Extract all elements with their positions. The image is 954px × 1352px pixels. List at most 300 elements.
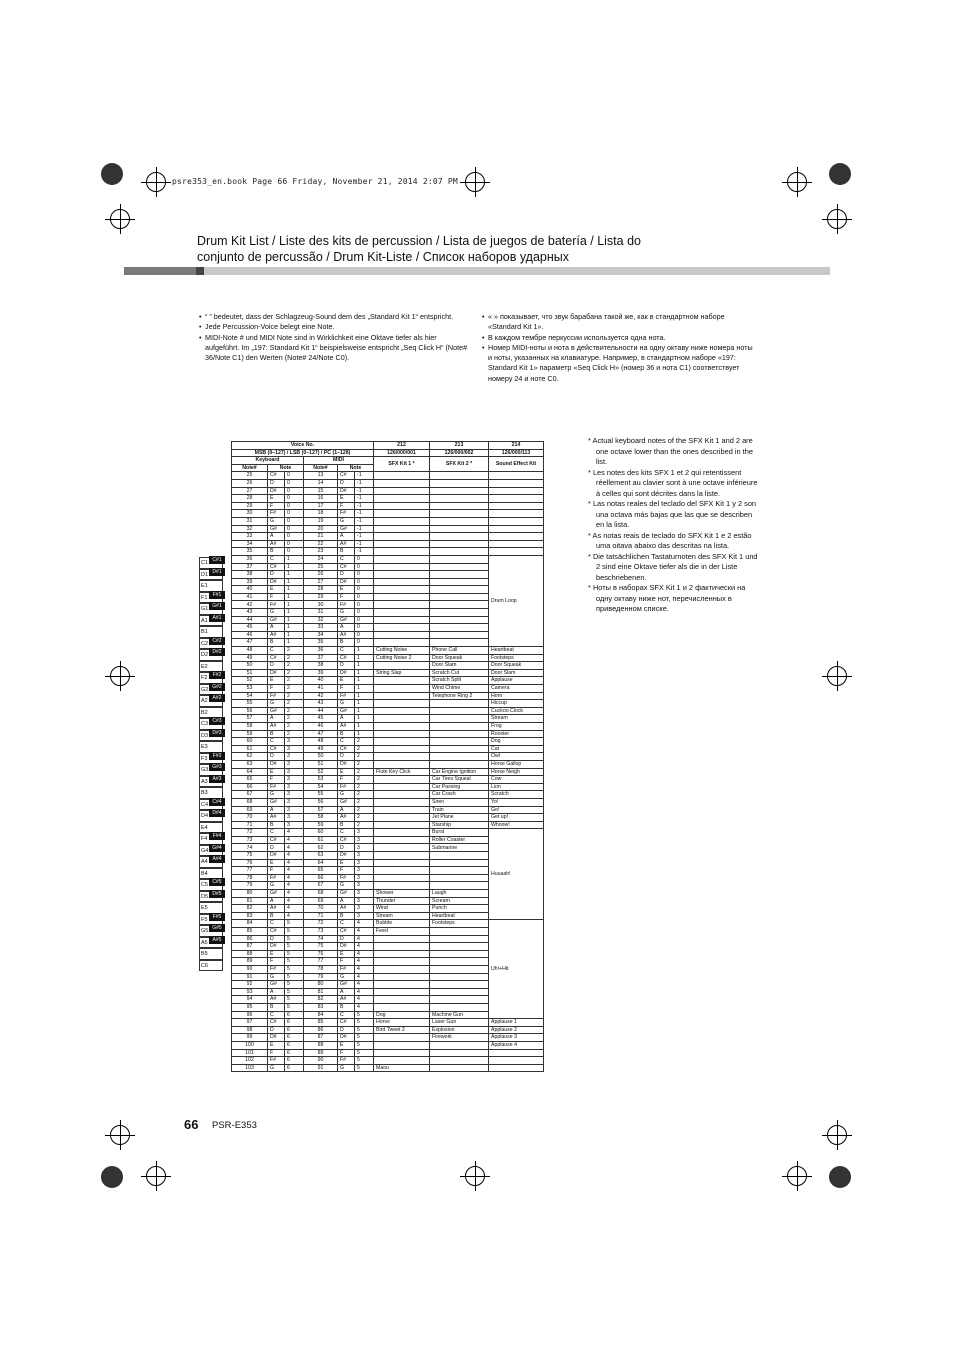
white-key-label: C6 <box>199 960 223 972</box>
table-cell: G <box>338 791 355 799</box>
table-cell: 78 <box>232 874 268 882</box>
crosshair-icon <box>146 172 166 192</box>
table-cell <box>430 609 489 617</box>
table-row <box>232 768 544 776</box>
table-cell <box>374 631 430 639</box>
table-cell <box>374 745 430 753</box>
table-cell: 32 <box>232 525 268 533</box>
table-cell: 76 <box>232 859 268 867</box>
table-cell: 52 <box>232 677 268 685</box>
table-cell: 4 <box>285 905 304 913</box>
table-cell: 0 <box>285 502 304 510</box>
table-cell: 2 <box>285 669 304 677</box>
table-cell <box>430 730 489 738</box>
table-cell: Wind <box>374 905 430 913</box>
table-cell: 1 <box>355 662 374 670</box>
table-cell: Cat <box>489 745 544 753</box>
table-cell: C <box>338 738 355 746</box>
table-cell: 0 <box>285 525 304 533</box>
white-key-label: F4 <box>199 833 223 845</box>
table-cell: 35 <box>304 639 338 647</box>
table-cell: 2 <box>285 730 304 738</box>
table-cell: 16 <box>304 495 338 503</box>
table-cell: 6 <box>285 1041 304 1049</box>
table-cell: A# <box>268 905 285 913</box>
table-cell: Scratch Cut <box>430 669 489 677</box>
table-cell: C# <box>338 928 355 936</box>
table-cell <box>374 867 430 875</box>
table-cell: A <box>338 806 355 814</box>
table-cell: 73 <box>232 836 268 844</box>
table-cell: 87 <box>304 1034 338 1042</box>
table-cell <box>374 624 430 632</box>
table-cell <box>430 707 489 715</box>
table-cell: Thunder <box>374 897 430 905</box>
table-cell <box>430 700 489 708</box>
table-cell: E <box>338 859 355 867</box>
table-cell: Car Crash <box>430 791 489 799</box>
table-cell: -1 <box>355 502 374 510</box>
white-key-label: D1 <box>199 569 223 581</box>
white-key-label: A5 <box>199 937 223 949</box>
table-cell: Horse Neigh <box>489 768 544 776</box>
black-key-label: D#1 <box>209 568 225 576</box>
crosshair-icon <box>465 172 485 192</box>
table-cell: 42 <box>304 692 338 700</box>
table-cell: 66 <box>304 874 338 882</box>
table-cell <box>374 601 430 609</box>
drum-kit-table <box>231 441 544 1072</box>
table-cell <box>374 935 430 943</box>
table-cell: D# <box>268 852 285 860</box>
table-cell: 1 <box>355 654 374 662</box>
table-cell <box>374 988 430 996</box>
table-row <box>232 472 544 480</box>
kit-number: 213 <box>430 442 489 450</box>
table-cell: 2 <box>355 791 374 799</box>
table-cell: 36 <box>232 555 268 563</box>
table-cell: Owl <box>489 753 544 761</box>
table-cell: Applause 4 <box>489 1041 544 1049</box>
footnote-item: * Les notes des kits SFX 1 et 2 qui retentissent réellement au clavier sont à une octave inférieure à celles qui sont décrites dans la liste. <box>588 467 758 498</box>
table-cell: F <box>268 867 285 875</box>
table-cell: 50 <box>304 753 338 761</box>
table-cell: A# <box>338 905 355 913</box>
table-row <box>232 821 544 829</box>
table-cell <box>430 472 489 480</box>
table-cell: 5 <box>285 958 304 966</box>
table-cell: 2 <box>355 783 374 791</box>
table-cell: 44 <box>232 616 268 624</box>
midi-header: MIDI <box>304 457 374 465</box>
table-cell: E <box>338 768 355 776</box>
table-cell: F# <box>338 1057 355 1065</box>
table-cell: 100 <box>232 1041 268 1049</box>
keyboard-key <box>199 891 227 903</box>
table-cell <box>374 1057 430 1065</box>
table-cell: F <box>268 1049 285 1057</box>
table-cell: G# <box>268 981 285 989</box>
table-cell: C# <box>268 836 285 844</box>
table-cell: 0 <box>285 479 304 487</box>
table-cell: 0 <box>355 563 374 571</box>
table-cell: A# <box>268 540 285 548</box>
table-cell: D# <box>268 760 285 768</box>
table-cell: 60 <box>304 829 338 837</box>
table-cell: G# <box>338 890 355 898</box>
table-cell <box>374 965 430 973</box>
table-cell: Go! <box>489 806 544 814</box>
table-cell: Train <box>430 806 489 814</box>
table-cell: A# <box>338 814 355 822</box>
table-cell: 34 <box>304 631 338 639</box>
table-cell: Applause 2 <box>489 1026 544 1034</box>
table-cell: D <box>268 844 285 852</box>
table-cell: C# <box>338 745 355 753</box>
table-cell: 48 <box>304 738 338 746</box>
table-cell: Shower <box>374 890 430 898</box>
table-row <box>232 502 544 510</box>
table-cell <box>489 510 544 518</box>
table-row <box>232 677 544 685</box>
table-cell: 69 <box>304 897 338 905</box>
table-cell: 1 <box>285 578 304 586</box>
table-cell: 57 <box>304 806 338 814</box>
table-cell: Burst <box>430 829 489 837</box>
table-cell: A <box>338 988 355 996</box>
white-key-label: E4 <box>199 822 223 834</box>
title-rule-light <box>204 267 830 275</box>
table-cell: 67 <box>304 882 338 890</box>
table-cell: 34 <box>232 540 268 548</box>
table-cell: 74 <box>232 844 268 852</box>
white-key-label: A3 <box>199 776 223 788</box>
table-cell: 1 <box>285 571 304 579</box>
table-cell: 49 <box>232 654 268 662</box>
keyboard-key <box>199 960 227 972</box>
table-cell: F <box>268 502 285 510</box>
table-cell: C <box>268 647 285 655</box>
table-cell <box>489 1049 544 1057</box>
table-row <box>232 1049 544 1057</box>
black-key-label: A#2 <box>209 694 225 702</box>
table-cell: F <box>338 685 355 693</box>
table-cell: 4 <box>355 943 374 951</box>
table-cell: 45 <box>304 715 338 723</box>
table-cell: Applause 3 <box>489 1034 544 1042</box>
table-cell: 65 <box>304 867 338 875</box>
table-cell: 84 <box>232 920 268 928</box>
table-cell: D <box>338 571 355 579</box>
table-cell: F# <box>268 601 285 609</box>
table-cell: 72 <box>304 920 338 928</box>
table-cell: 51 <box>232 669 268 677</box>
table-cell: 2 <box>285 654 304 662</box>
table-cell <box>430 510 489 518</box>
table-cell: F <box>268 958 285 966</box>
table-cell: 4 <box>355 988 374 996</box>
table-cell: D <box>268 662 285 670</box>
table-cell: 65 <box>232 776 268 784</box>
table-cell: 3 <box>285 745 304 753</box>
table-cell: 3 <box>285 776 304 784</box>
table-cell <box>374 563 430 571</box>
table-cell: G <box>338 517 355 525</box>
table-cell: B <box>338 821 355 829</box>
table-cell: B <box>268 548 285 556</box>
table-cell: C# <box>338 1019 355 1027</box>
table-cell: 71 <box>304 912 338 920</box>
black-key-label: F#4 <box>209 832 225 840</box>
table-cell: Punch <box>430 905 489 913</box>
table-cell: Scream <box>430 897 489 905</box>
table-cell: B <box>268 912 285 920</box>
table-cell: 2 <box>355 745 374 753</box>
table-cell: A <box>268 897 285 905</box>
table-cell: C# <box>268 654 285 662</box>
table-cell <box>430 616 489 624</box>
notes-german <box>199 312 471 363</box>
table-cell: Car Engine Ignition <box>430 768 489 776</box>
table-cell: A <box>338 897 355 905</box>
table-cell: 58 <box>304 814 338 822</box>
table-cell <box>374 760 430 768</box>
table-cell: -1 <box>355 487 374 495</box>
table-cell: 6 <box>285 1011 304 1019</box>
table-cell: String Slap <box>374 669 430 677</box>
title-rule-mark <box>196 267 204 275</box>
table-cell: 4 <box>285 836 304 844</box>
table-cell <box>430 760 489 768</box>
table-row <box>232 525 544 533</box>
table-cell <box>489 1057 544 1065</box>
table-row <box>232 540 544 548</box>
table-cell <box>374 791 430 799</box>
table-cell: 48 <box>232 647 268 655</box>
black-key-label: A#3 <box>209 775 225 783</box>
table-cell: 6 <box>285 1034 304 1042</box>
table-cell: D <box>338 935 355 943</box>
table-cell: 46 <box>304 722 338 730</box>
white-key-label: F3 <box>199 753 223 765</box>
table-cell: 1 <box>355 715 374 723</box>
table-cell: 58 <box>232 722 268 730</box>
table-cell: 6 <box>285 1057 304 1065</box>
table-cell: F <box>268 685 285 693</box>
table-cell <box>374 730 430 738</box>
table-cell: Dog <box>489 738 544 746</box>
table-cell: 5 <box>355 1057 374 1065</box>
table-cell: G# <box>338 981 355 989</box>
table-cell: 69 <box>232 806 268 814</box>
table-cell <box>374 753 430 761</box>
registration-mark-icon <box>101 163 123 185</box>
table-cell: 2 <box>285 685 304 693</box>
table-cell: 63 <box>304 852 338 860</box>
crosshair-icon <box>827 1125 847 1145</box>
table-cell: 4 <box>355 965 374 973</box>
black-key-label: F#2 <box>209 671 225 679</box>
table-cell: 75 <box>232 852 268 860</box>
table-cell: 4 <box>285 844 304 852</box>
table-cell: Telephone Ring 2 <box>430 692 489 700</box>
table-cell <box>430 996 489 1004</box>
white-key-label: D3 <box>199 730 223 742</box>
table-cell: Applause <box>489 677 544 685</box>
table-cell: 4 <box>285 882 304 890</box>
table-cell: 101 <box>232 1049 268 1057</box>
table-cell: 75 <box>304 943 338 951</box>
table-cell: Wind Chime <box>430 685 489 693</box>
table-cell: G <box>338 1064 355 1072</box>
table-cell: 1 <box>285 624 304 632</box>
table-cell: 77 <box>304 958 338 966</box>
table-cell: Cutting Noise 2 <box>374 654 430 662</box>
table-cell <box>430 639 489 647</box>
white-key-label: B4 <box>199 868 223 880</box>
table-cell: Get up! <box>489 814 544 822</box>
table-row <box>232 692 544 700</box>
table-cell <box>489 479 544 487</box>
table-cell: 41 <box>232 593 268 601</box>
crosshair-icon <box>110 666 130 686</box>
table-cell <box>374 836 430 844</box>
table-cell: C# <box>338 836 355 844</box>
table-cell: 36 <box>304 647 338 655</box>
table-cell: 1 <box>355 700 374 708</box>
table-cell <box>374 738 430 746</box>
table-cell <box>374 715 430 723</box>
table-cell <box>430 1064 489 1072</box>
table-cell <box>430 533 489 541</box>
table-cell <box>374 798 430 806</box>
table-cell: 0 <box>355 586 374 594</box>
table-cell: C <box>268 738 285 746</box>
table-cell: G# <box>338 798 355 806</box>
table-cell: Siren <box>430 798 489 806</box>
black-key-label: G#4 <box>209 844 225 852</box>
table-cell <box>374 609 430 617</box>
table-cell: 0 <box>285 517 304 525</box>
keyboard-key <box>199 776 227 788</box>
table-cell: 5 <box>285 920 304 928</box>
kit-name: SFX Kit 2 * <box>430 457 489 472</box>
table-cell: 2 <box>355 806 374 814</box>
table-row <box>232 814 544 822</box>
table-cell: A <box>268 624 285 632</box>
table-cell: D <box>338 844 355 852</box>
table-cell: 25 <box>232 472 268 480</box>
table-cell: 4 <box>355 1003 374 1011</box>
model-name: PSR-E353 <box>212 1120 257 1131</box>
table-cell: E <box>268 859 285 867</box>
table-cell: 31 <box>304 609 338 617</box>
crosshair-icon <box>465 1166 485 1186</box>
table-cell: G <box>268 609 285 617</box>
table-cell: Car Tires Squeal <box>430 776 489 784</box>
col-note: Note <box>268 464 304 472</box>
white-key-label: B1 <box>199 626 223 638</box>
table-cell: 53 <box>304 776 338 784</box>
table-cell: F# <box>338 783 355 791</box>
table-cell <box>374 722 430 730</box>
table-cell: 3 <box>355 905 374 913</box>
table-row <box>232 776 544 784</box>
table-cell: 47 <box>304 730 338 738</box>
table-cell: 2 <box>285 715 304 723</box>
white-key-label: D5 <box>199 891 223 903</box>
table-cell <box>489 533 544 541</box>
table-cell <box>430 1057 489 1065</box>
table-cell: -1 <box>355 517 374 525</box>
table-row <box>232 685 544 693</box>
table-cell: E <box>268 1041 285 1049</box>
table-cell: D# <box>338 669 355 677</box>
table-cell <box>374 548 430 556</box>
voice-no-header: Voice No. <box>232 442 374 450</box>
table-cell <box>374 472 430 480</box>
table-cell: 3 <box>285 798 304 806</box>
table-row <box>232 715 544 723</box>
table-cell: 18 <box>304 510 338 518</box>
white-key-label: A2 <box>199 695 223 707</box>
table-cell: Door Slam <box>430 662 489 670</box>
table-cell: D <box>338 479 355 487</box>
table-cell: 21 <box>304 533 338 541</box>
table-cell: 0 <box>355 555 374 563</box>
table-cell: 59 <box>304 821 338 829</box>
black-key-label: F#5 <box>209 913 225 921</box>
table-cell: 28 <box>232 495 268 503</box>
table-cell: Dog <box>374 1011 430 1019</box>
table-cell: Laser Gun <box>430 1019 489 1027</box>
table-cell: 90 <box>304 1057 338 1065</box>
table-cell: 96 <box>232 1011 268 1019</box>
table-cell: 56 <box>232 707 268 715</box>
table-cell: F# <box>338 692 355 700</box>
table-cell: Whoow! <box>489 821 544 829</box>
table-cell <box>374 677 430 685</box>
table-cell <box>489 472 544 480</box>
table-cell: G# <box>338 707 355 715</box>
table-cell: D# <box>338 578 355 586</box>
table-row <box>232 920 544 928</box>
table-cell: 52 <box>304 768 338 776</box>
table-cell: 61 <box>232 745 268 753</box>
table-row <box>232 555 544 563</box>
table-cell: 80 <box>232 890 268 898</box>
table-row <box>232 479 544 487</box>
table-cell: 1 <box>285 631 304 639</box>
table-cell: -1 <box>355 525 374 533</box>
table-cell <box>430 965 489 973</box>
table-cell: 2 <box>355 821 374 829</box>
table-cell: 31 <box>232 517 268 525</box>
table-cell: 1 <box>285 593 304 601</box>
table-row <box>232 654 544 662</box>
note-item: • “ ” bedeutet, dass der Schlagzeug-Sound dem des „Standard Kit 1“ entspricht. <box>199 312 471 322</box>
keyboard-key <box>199 649 227 661</box>
table-cell: 53 <box>232 685 268 693</box>
table-cell: Submarine <box>430 844 489 852</box>
table-cell: 64 <box>232 768 268 776</box>
table-cell: G# <box>268 616 285 624</box>
keyboard-key <box>199 948 227 960</box>
table-cell: Applause 1 <box>489 1019 544 1027</box>
table-cell: 30 <box>304 601 338 609</box>
table-cell: 4 <box>355 950 374 958</box>
table-cell: Car Passing <box>430 783 489 791</box>
